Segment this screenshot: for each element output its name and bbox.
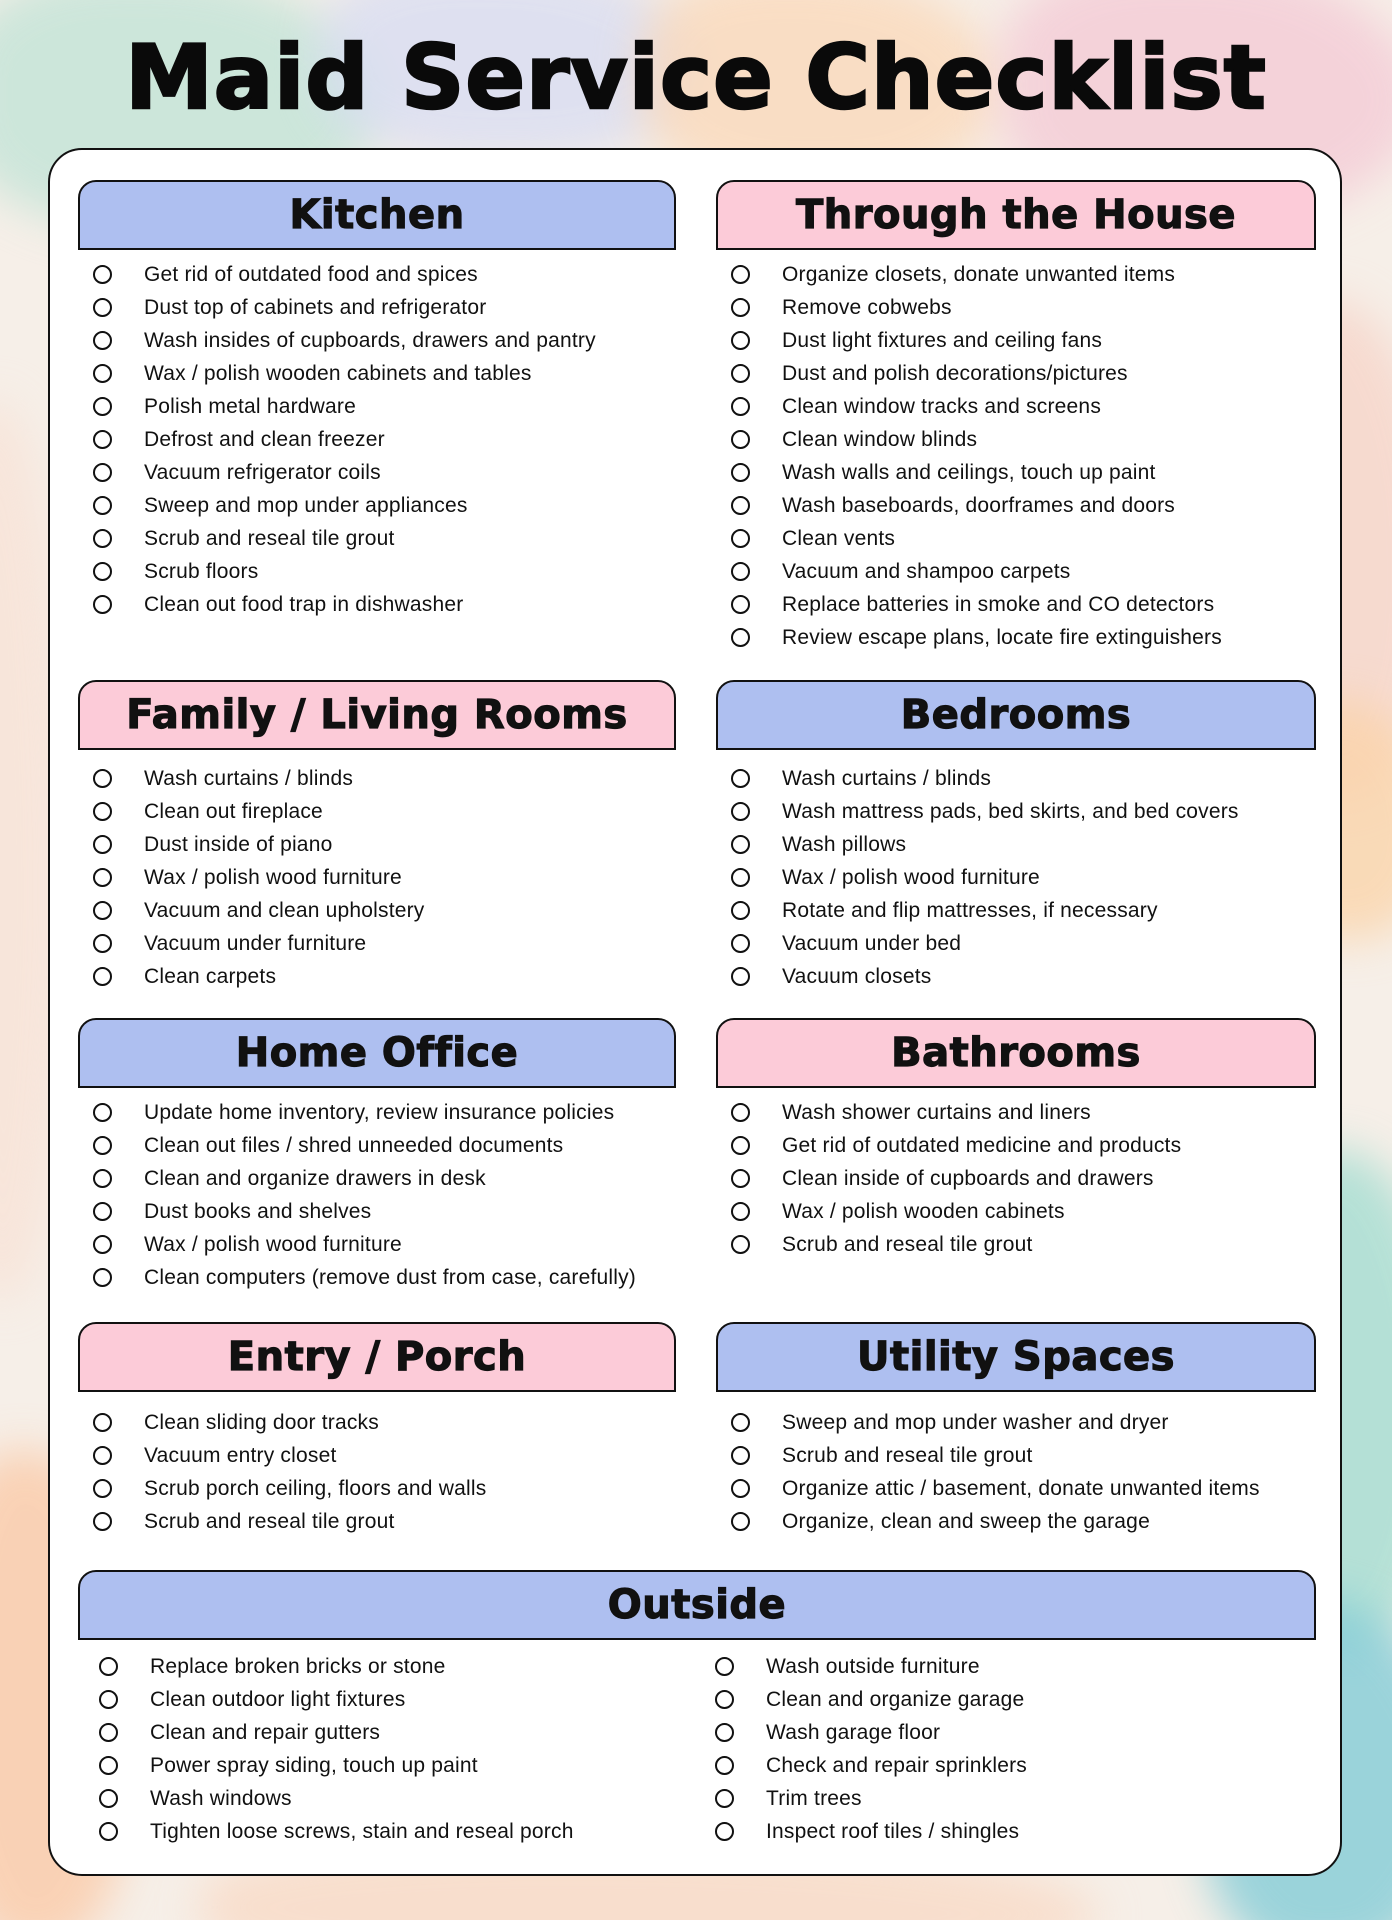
checklist-item-label: Wash pillows xyxy=(782,832,907,856)
checkbox-circle[interactable] xyxy=(731,1413,750,1432)
checklist-item-label: Clean and repair gutters xyxy=(150,1720,381,1744)
checklist-item xyxy=(716,1129,1316,1162)
checklist-item xyxy=(716,621,1316,654)
checkbox-circle[interactable] xyxy=(731,463,750,482)
section-header-utility-spaces: Utility Spaces xyxy=(716,1322,1316,1392)
checklist-item xyxy=(78,1129,676,1162)
checkbox-circle[interactable] xyxy=(93,802,112,821)
checklist-item xyxy=(716,423,1316,456)
section-header-bathrooms: Bathrooms xyxy=(716,1018,1316,1088)
checkbox-circle[interactable] xyxy=(93,868,112,887)
checkbox-circle[interactable] xyxy=(731,802,750,821)
checklist-family-living-rooms xyxy=(78,762,676,993)
checklist-item-label: Vacuum closets xyxy=(782,964,932,988)
checkbox-circle[interactable] xyxy=(731,265,750,284)
checklist-item-label: Wash outside furniture xyxy=(766,1654,980,1678)
checklist-item-label: Organize attic / basement, donate unwanted items xyxy=(782,1476,1260,1500)
checklist-item-label: Defrost and clean freezer xyxy=(144,427,385,451)
checkbox-circle[interactable] xyxy=(731,595,750,614)
checklist-item-label: Rotate and flip mattresses, if necessary xyxy=(782,898,1158,922)
checklist-item-label: Scrub floors xyxy=(144,559,259,583)
checklist-item xyxy=(78,324,676,357)
checklist-item xyxy=(700,1683,1316,1716)
checklist-outside-right xyxy=(700,1650,1316,1848)
checklist-item xyxy=(716,861,1316,894)
checklist-item xyxy=(78,555,676,588)
checklist-item-label: Clean outdoor light fixtures xyxy=(150,1687,406,1711)
checklist-item xyxy=(84,1782,700,1815)
checklist-item-label: Remove cobwebs xyxy=(782,295,952,319)
checklist-item xyxy=(78,1439,676,1472)
checklist-item-label: Tighten loose screws, stain and reseal porch xyxy=(150,1819,574,1843)
checklist-kitchen xyxy=(78,258,676,621)
checkbox-circle[interactable] xyxy=(715,1657,734,1676)
checklist-item xyxy=(716,795,1316,828)
checklist-item-label: Clean vents xyxy=(782,526,896,550)
checkbox-circle[interactable] xyxy=(93,595,112,614)
section-header-kitchen: Kitchen xyxy=(78,180,676,250)
checkbox-circle[interactable] xyxy=(93,1136,112,1155)
checklist-bathrooms xyxy=(716,1096,1316,1261)
checklist-item-label: Clean out fireplace xyxy=(144,799,323,823)
section-header-family-living-rooms: Family / Living Rooms xyxy=(78,680,676,750)
checkbox-circle[interactable] xyxy=(731,1235,750,1254)
section-family-living-rooms xyxy=(78,680,676,993)
checklist-item-label: Sweep and mop under appliances xyxy=(144,493,468,517)
checklist-item-label: Clean computers (remove dust from case, carefully) xyxy=(144,1265,637,1289)
checklist-item xyxy=(700,1716,1316,1749)
checkbox-circle[interactable] xyxy=(715,1789,734,1808)
checkbox-circle[interactable] xyxy=(731,835,750,854)
checklist-item-label: Dust books and shelves xyxy=(144,1199,372,1223)
checklist-item xyxy=(78,828,676,861)
checkbox-circle[interactable] xyxy=(93,769,112,788)
checklist-item xyxy=(78,1195,676,1228)
checkbox-circle[interactable] xyxy=(731,1446,750,1465)
checkbox-circle[interactable] xyxy=(731,901,750,920)
checkbox-circle[interactable] xyxy=(93,331,112,350)
checklist-through-the-house xyxy=(716,258,1316,654)
checklist-item xyxy=(78,258,676,291)
checklist-item xyxy=(700,1782,1316,1815)
checklist-item-label: Clean sliding door tracks xyxy=(144,1410,379,1434)
checklist-item-label: Vacuum under furniture xyxy=(144,931,367,955)
checklist-item xyxy=(78,927,676,960)
checkbox-circle[interactable] xyxy=(731,934,750,953)
checklist-home-office xyxy=(78,1096,676,1294)
checklist-item-label: Sweep and mop under washer and dryer xyxy=(782,1410,1169,1434)
checklist-item-label: Dust inside of piano xyxy=(144,832,333,856)
checklist-item xyxy=(716,1505,1316,1538)
checklist-item-label: Wash curtains / blinds xyxy=(144,766,354,790)
checklist-item xyxy=(716,555,1316,588)
section-through-the-house xyxy=(716,180,1316,654)
checkbox-circle[interactable] xyxy=(731,1479,750,1498)
checkbox-circle[interactable] xyxy=(99,1690,118,1709)
checkbox-circle[interactable] xyxy=(99,1657,118,1676)
checkbox-circle[interactable] xyxy=(93,364,112,383)
checklist-item xyxy=(716,522,1316,555)
checklist-item-label: Dust light fixtures and ceiling fans xyxy=(782,328,1103,352)
checkbox-circle[interactable] xyxy=(731,1169,750,1188)
checklist-item xyxy=(78,588,676,621)
checkbox-circle[interactable] xyxy=(731,529,750,548)
checklist-item xyxy=(78,390,676,423)
checkbox-circle[interactable] xyxy=(731,1103,750,1122)
checklist-item-label: Scrub and reseal tile grout xyxy=(782,1232,1033,1256)
section-utility-spaces xyxy=(716,1322,1316,1538)
checkbox-circle[interactable] xyxy=(93,463,112,482)
checklist-item-label: Replace broken bricks or stone xyxy=(150,1654,446,1678)
checkbox-circle[interactable] xyxy=(731,298,750,317)
checklist-item-label: Inspect roof tiles / shingles xyxy=(766,1819,1020,1843)
checkbox-circle[interactable] xyxy=(731,331,750,350)
checklist-item-label: Clean inside of cupboards and drawers xyxy=(782,1166,1154,1190)
checklist-item xyxy=(716,828,1316,861)
checklist-item-label: Wax / polish wooden cabinets and tables xyxy=(144,361,532,385)
checklist-item-label: Organize closets, donate unwanted items xyxy=(782,262,1176,286)
checklist-item-label: Check and repair sprinklers xyxy=(766,1753,1028,1777)
checklist-item-label: Wash baseboards, doorframes and doors xyxy=(782,493,1175,517)
checklist-item-label: Wash windows xyxy=(150,1786,292,1810)
checkbox-circle[interactable] xyxy=(93,496,112,515)
checklist-item xyxy=(716,960,1316,993)
checkbox-circle[interactable] xyxy=(93,1512,112,1531)
checkbox-circle[interactable] xyxy=(93,1235,112,1254)
checklist-item-label: Vacuum entry closet xyxy=(144,1443,337,1467)
checkbox-circle[interactable] xyxy=(93,562,112,581)
section-bedrooms xyxy=(716,680,1316,993)
checkbox-circle[interactable] xyxy=(93,1446,112,1465)
checklist-item-label: Vacuum and shampoo carpets xyxy=(782,559,1071,583)
checkbox-circle[interactable] xyxy=(715,1690,734,1709)
checkbox-circle[interactable] xyxy=(731,496,750,515)
checklist-item-label: Trim trees xyxy=(766,1786,862,1810)
checkbox-circle[interactable] xyxy=(731,1512,750,1531)
checklist-item xyxy=(716,1096,1316,1129)
checklist-card xyxy=(48,148,1342,1876)
section-entry-porch xyxy=(78,1322,676,1538)
checklist-item xyxy=(84,1749,700,1782)
checklist-item-label: Wash garage floor xyxy=(766,1720,941,1744)
checkbox-circle[interactable] xyxy=(731,628,750,647)
checklist-item xyxy=(78,762,676,795)
page-title: Maid Service Checklist xyxy=(125,26,1267,129)
checklist-item-label: Scrub porch ceiling, floors and walls xyxy=(144,1476,487,1500)
checkbox-circle[interactable] xyxy=(93,397,112,416)
checklist-item xyxy=(716,1228,1316,1261)
checkbox-circle[interactable] xyxy=(731,430,750,449)
checkbox-circle[interactable] xyxy=(93,901,112,920)
checklist-item xyxy=(78,795,676,828)
checklist-item-label: Polish metal hardware xyxy=(144,394,356,418)
checklist-item xyxy=(700,1749,1316,1782)
checklist-item xyxy=(716,1439,1316,1472)
checkbox-circle[interactable] xyxy=(731,769,750,788)
checklist-item xyxy=(78,1096,676,1129)
checkbox-circle[interactable] xyxy=(93,1202,112,1221)
checkbox-circle[interactable] xyxy=(715,1756,734,1775)
checklist-item-label: Wax / polish wood furniture xyxy=(782,865,1040,889)
checklist-item-label: Wash shower curtains and liners xyxy=(782,1100,1091,1124)
checklist-item xyxy=(78,1261,676,1294)
checklist-item-label: Wash mattress pads, bed skirts, and bed covers xyxy=(782,799,1239,823)
checklist-item-label: Clean out files / shred unneeded documents xyxy=(144,1133,564,1157)
checkbox-circle[interactable] xyxy=(93,835,112,854)
checklist-item-label: Scrub and reseal tile grout xyxy=(782,1443,1033,1467)
checklist-item xyxy=(78,423,676,456)
checklist-item xyxy=(78,1228,676,1261)
checklist-item xyxy=(78,960,676,993)
checklist-item xyxy=(84,1815,700,1848)
section-header-bedrooms: Bedrooms xyxy=(716,680,1316,750)
checklist-item-label: Vacuum and clean upholstery xyxy=(144,898,425,922)
checklist-item xyxy=(78,291,676,324)
checklist-utility-spaces xyxy=(716,1406,1316,1538)
checkbox-circle[interactable] xyxy=(715,1723,734,1742)
checklist-item-label: Update home inventory, review insurance policies xyxy=(144,1100,615,1124)
section-kitchen xyxy=(78,180,676,621)
checkbox-circle[interactable] xyxy=(93,430,112,449)
checklist-item-label: Wash walls and ceilings, touch up paint xyxy=(782,460,1156,484)
checkbox-circle[interactable] xyxy=(93,529,112,548)
checklist-item-label: Get rid of outdated medicine and products xyxy=(782,1133,1182,1157)
checklist-item-label: Wash insides of cupboards, drawers and pantry xyxy=(144,328,596,352)
section-header-outside: Outside xyxy=(78,1570,1316,1640)
checklist-item xyxy=(716,1195,1316,1228)
checkbox-circle[interactable] xyxy=(99,1756,118,1775)
checklist-item xyxy=(716,489,1316,522)
checklist-item-label: Clean carpets xyxy=(144,964,277,988)
checklist-item xyxy=(716,291,1316,324)
checklist-item xyxy=(716,390,1316,423)
checklist-item xyxy=(716,588,1316,621)
section-header-entry-porch: Entry / Porch xyxy=(78,1322,676,1392)
checklist-item xyxy=(716,1406,1316,1439)
checklist-item-label: Clean window blinds xyxy=(782,427,978,451)
checkbox-circle[interactable] xyxy=(731,1136,750,1155)
checklist-item-label: Wax / polish wooden cabinets xyxy=(782,1199,1065,1223)
checklist-item-label: Dust and polish decorations/pictures xyxy=(782,361,1128,385)
checkbox-circle[interactable] xyxy=(93,967,112,986)
checkbox-circle[interactable] xyxy=(731,967,750,986)
checkbox-circle[interactable] xyxy=(731,397,750,416)
section-home-office xyxy=(78,1018,676,1294)
checkbox-circle[interactable] xyxy=(731,868,750,887)
checklist-item-label: Scrub and reseal tile grout xyxy=(144,526,395,550)
checklist-item-label: Review escape plans, locate fire extinguishers xyxy=(782,625,1222,649)
checklist-item xyxy=(84,1650,700,1683)
checklist-item-label: Clean out food trap in dishwasher xyxy=(144,592,464,616)
checklist-item xyxy=(78,1162,676,1195)
checklist-item xyxy=(716,258,1316,291)
checklist-item xyxy=(700,1650,1316,1683)
checklist-item xyxy=(78,1472,676,1505)
checklist-item xyxy=(84,1716,700,1749)
checklist-entry-porch xyxy=(78,1406,676,1538)
checklist-item xyxy=(78,1505,676,1538)
checklist-item xyxy=(716,1162,1316,1195)
checklist-item-label: Clean window tracks and screens xyxy=(782,394,1102,418)
checkbox-circle[interactable] xyxy=(93,1169,112,1188)
checklist-item-label: Wax / polish wood furniture xyxy=(144,865,402,889)
checklist-item xyxy=(78,894,676,927)
checkbox-circle[interactable] xyxy=(731,562,750,581)
checklist-item xyxy=(716,324,1316,357)
checklist-item xyxy=(78,489,676,522)
checklist-item-label: Vacuum refrigerator coils xyxy=(144,460,381,484)
checkbox-circle[interactable] xyxy=(93,298,112,317)
checkbox-circle[interactable] xyxy=(99,1822,118,1841)
checklist-item xyxy=(716,762,1316,795)
checkbox-circle[interactable] xyxy=(731,1202,750,1221)
checklist-item xyxy=(78,1406,676,1439)
checklist-item xyxy=(716,927,1316,960)
checklist-outside-left xyxy=(78,1650,700,1848)
checkbox-circle[interactable] xyxy=(93,934,112,953)
checkbox-circle[interactable] xyxy=(93,1413,112,1432)
checklist-item-label: Organize, clean and sweep the garage xyxy=(782,1509,1150,1533)
checkbox-circle[interactable] xyxy=(93,265,112,284)
checklist-item xyxy=(78,522,676,555)
checkbox-circle[interactable] xyxy=(93,1268,112,1287)
checklist-item xyxy=(716,894,1316,927)
checklist-item-label: Wash curtains / blinds xyxy=(782,766,992,790)
checklist-item xyxy=(84,1683,700,1716)
checklist-item-label: Dust top of cabinets and refrigerator xyxy=(144,295,487,319)
checklist-item-label: Clean and organize drawers in desk xyxy=(144,1166,486,1190)
checklist-item xyxy=(716,357,1316,390)
checklist-item xyxy=(78,861,676,894)
section-bathrooms xyxy=(716,1018,1316,1261)
checklist-item-label: Wax / polish wood furniture xyxy=(144,1232,402,1256)
checkbox-circle[interactable] xyxy=(99,1789,118,1808)
checkbox-circle[interactable] xyxy=(715,1822,734,1841)
checklist-item-label: Replace batteries in smoke and CO detectors xyxy=(782,592,1215,616)
checkbox-circle[interactable] xyxy=(99,1723,118,1742)
checklist-item-label: Vacuum under bed xyxy=(782,931,962,955)
checklist-item-label: Scrub and reseal tile grout xyxy=(144,1509,395,1533)
checklist-item xyxy=(700,1815,1316,1848)
checklist-item-label: Clean and organize garage xyxy=(766,1687,1025,1711)
section-outside xyxy=(78,1570,1316,1848)
checkbox-circle[interactable] xyxy=(93,1479,112,1498)
checklist-bedrooms xyxy=(716,762,1316,993)
checklist-item-label: Power spray siding, touch up paint xyxy=(150,1753,478,1777)
checklist-item xyxy=(716,1472,1316,1505)
checkbox-circle[interactable] xyxy=(731,364,750,383)
checklist-item xyxy=(716,456,1316,489)
section-header-through-the-house: Through the House xyxy=(716,180,1316,250)
checklist-item xyxy=(78,357,676,390)
checkbox-circle[interactable] xyxy=(93,1103,112,1122)
checklist-item xyxy=(78,456,676,489)
checklist-item-label: Get rid of outdated food and spices xyxy=(144,262,478,286)
section-header-home-office: Home Office xyxy=(78,1018,676,1088)
